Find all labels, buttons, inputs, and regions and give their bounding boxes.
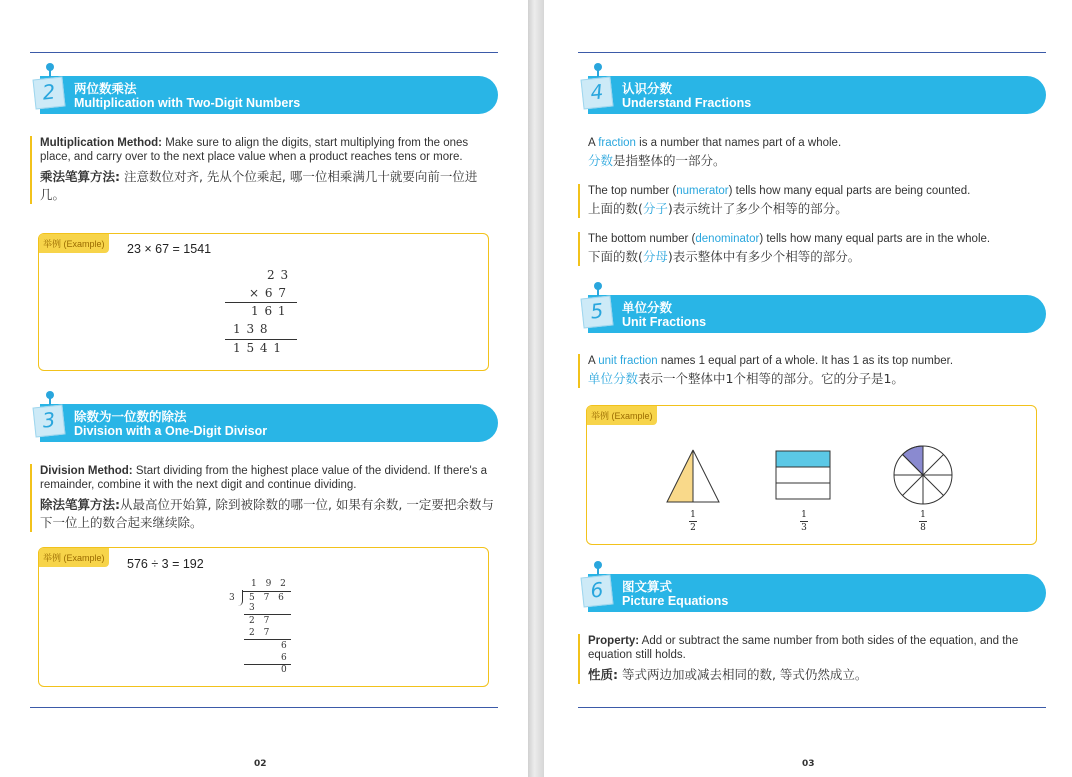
left-page xyxy=(0,0,528,777)
method-label-zh: 除法笔算方法: xyxy=(40,497,120,512)
text: ) tells how many equal parts are being counted. xyxy=(728,185,971,197)
denominator-para xyxy=(578,232,1048,266)
fraction-label-third xyxy=(798,510,810,533)
section-6-header xyxy=(582,574,1046,614)
section-number-box xyxy=(581,77,614,110)
multiplication-method-para xyxy=(30,136,500,204)
property-para xyxy=(578,634,1048,684)
text-zh: )表示统计了多少个相等的部分。 xyxy=(667,201,848,216)
unit-fraction-example-box xyxy=(586,405,1037,545)
property-label-zh: 性质: xyxy=(588,667,618,682)
section-3-header xyxy=(34,404,498,444)
example-equation: 23 × 67 = 1541 xyxy=(127,242,212,256)
section-title-en: Understand Fractions xyxy=(622,96,752,110)
pin-icon xyxy=(46,63,54,71)
work-rule xyxy=(244,614,291,615)
pin-icon xyxy=(594,561,602,569)
section-number: 5 xyxy=(589,298,605,324)
text-zh: )表示整体中有多少个相等的部分。 xyxy=(667,249,861,264)
work-row-4: 1 3 8 xyxy=(233,322,269,336)
work-row-5: 1 5 4 1 xyxy=(233,341,282,355)
section-title-en: Division with a One-Digit Divisor xyxy=(74,424,268,438)
term-fraction: fraction xyxy=(598,137,636,149)
fraction-numerator: 1 xyxy=(690,510,696,520)
text: A xyxy=(588,137,599,149)
fraction-bar xyxy=(919,521,927,522)
work-row-3: 1 6 1 xyxy=(251,304,287,318)
term-fraction-zh: 分数 xyxy=(588,153,614,168)
work-row-2: × 6 7 xyxy=(249,286,287,300)
section-title-zh: 认识分数 xyxy=(622,81,673,96)
section-title-en: Unit Fractions xyxy=(622,315,707,329)
work-line-4: 6 xyxy=(281,641,287,651)
top-rule xyxy=(30,52,498,53)
method-text-zh: 注意数位对齐, 先从个位乘起, 哪一位相乘满几十就要向前一位进几。 xyxy=(40,169,478,202)
method-text: Start dividing from the highest place value of the dividend. If there's a remainder, combine it with the next digit and continue dividing. xyxy=(40,465,488,491)
section-number: 4 xyxy=(589,79,605,105)
section-title-en: Multiplication with Two-Digit Numbers xyxy=(74,96,301,110)
section-number: 3 xyxy=(41,407,57,433)
example-tag: 举例 (Example) xyxy=(39,548,109,567)
top-rule xyxy=(578,52,1046,53)
fraction-denominator: 3 xyxy=(801,523,807,533)
term-numerator: numerator xyxy=(676,185,729,197)
numerator-para xyxy=(578,184,1048,218)
section-number: 2 xyxy=(41,79,57,105)
work-line-3: 2 7 xyxy=(249,628,273,638)
work-line-2: 2 7 xyxy=(249,616,273,626)
bottom-rule xyxy=(578,707,1046,708)
right-page xyxy=(544,0,1072,777)
example-tag: 举例 (Example) xyxy=(587,406,657,425)
bottom-rule xyxy=(30,707,498,708)
division-bar xyxy=(243,591,291,592)
fraction-denominator: 8 xyxy=(920,523,926,533)
work-dividend: 5 7 6 xyxy=(249,593,287,603)
text-zh: 下面的数( xyxy=(588,249,643,264)
method-label: Multiplication Method: xyxy=(40,137,163,149)
section-5-header xyxy=(582,295,1046,335)
text-zh: 表示一个整体中1个相等的部分。它的分子是1。 xyxy=(638,371,904,386)
work-line-6: 0 xyxy=(281,665,287,675)
unit-fraction-para xyxy=(578,354,1048,388)
rectangle-third-figure xyxy=(775,450,833,502)
section-title-zh: 图文算式 xyxy=(622,579,673,594)
term-denominator: denominator xyxy=(695,233,760,245)
work-rule xyxy=(244,639,291,640)
text: names 1 equal part of a whole. It has 1 as its top number. xyxy=(657,355,954,367)
work-row-1: 2 3 xyxy=(267,268,290,282)
text: A xyxy=(588,355,599,367)
section-number-box xyxy=(581,296,614,329)
section-2-header xyxy=(34,76,498,116)
text: ) tells how many equal parts are in the whole. xyxy=(759,233,991,245)
fraction-bar xyxy=(800,521,808,522)
triangle-half-figure xyxy=(665,448,721,504)
work-line-1: 3 xyxy=(249,603,255,613)
term-unit-fraction: unit fraction xyxy=(598,355,658,367)
method-label-zh: 乘法笔算方法: xyxy=(40,169,120,184)
fraction-numerator: 1 xyxy=(920,510,926,520)
work-line-2 xyxy=(225,339,297,340)
text: is a number that names part of a whole. xyxy=(635,137,842,149)
fraction-label-half xyxy=(687,510,699,533)
section-number-box xyxy=(33,77,66,110)
fraction-bar xyxy=(689,521,697,522)
work-line-5: 6 xyxy=(281,653,287,663)
method-text: Make sure to align the digits, start multiplying from the ones place, and carry over to the next place value when a product reaches tens or more. xyxy=(40,137,469,163)
work-quotient: 1 9 2 xyxy=(251,579,289,589)
pin-icon xyxy=(594,63,602,71)
section-number-box xyxy=(33,405,66,438)
property-text: Add or subtract the same number from both sides of the equation, and the equation still holds. xyxy=(588,635,1019,661)
method-text-zh: 从最高位开始算, 除到被除数的哪一位, 如果有余数, 一定要把余数与下一位上的数合起来继续除。 xyxy=(40,497,494,530)
example-tag: 举例 (Example) xyxy=(39,234,109,253)
section-title-en: Picture Equations xyxy=(622,594,729,608)
division-bracket xyxy=(238,590,243,606)
work-divisor: 3 xyxy=(229,593,235,603)
fraction-denominator: 2 xyxy=(690,523,696,533)
text-zh: 上面的数( xyxy=(588,201,643,216)
term-denominator-zh: 分母 xyxy=(642,249,668,264)
division-example-box xyxy=(38,547,489,687)
work-line-1 xyxy=(225,302,297,303)
fraction-label-eighth xyxy=(917,510,929,533)
page-number: 02 xyxy=(254,759,267,769)
method-label: Division Method: xyxy=(40,465,133,477)
section-number: 6 xyxy=(589,577,605,603)
text-zh: 是指整体的一部分。 xyxy=(613,153,726,168)
term-numerator-zh: 分子 xyxy=(642,201,668,216)
section-title-zh: 除数为一位数的除法 xyxy=(74,409,187,424)
section-title-zh: 单位分数 xyxy=(622,300,673,315)
text: The top number ( xyxy=(588,185,677,197)
section-4-header xyxy=(582,76,1046,116)
section-title-zh: 两位数乘法 xyxy=(74,81,137,96)
text: The bottom number ( xyxy=(588,233,696,245)
section-number-box xyxy=(581,575,614,608)
multiplication-example-box xyxy=(38,233,489,371)
page-number: 03 xyxy=(802,759,815,769)
fraction-definition-para xyxy=(578,136,1048,170)
pin-icon xyxy=(46,391,54,399)
book-gutter xyxy=(528,0,544,777)
property-label: Property: xyxy=(588,635,640,647)
pin-icon xyxy=(594,282,602,290)
division-method-para xyxy=(30,464,500,532)
circle-eighth-figure xyxy=(892,444,954,506)
example-equation: 576 ÷ 3 = 192 xyxy=(127,557,204,571)
term-unit-fraction-zh: 单位分数 xyxy=(588,371,639,386)
property-text-zh: 等式两边加或减去相同的数, 等式仍然成立。 xyxy=(618,667,868,682)
fraction-numerator: 1 xyxy=(801,510,807,520)
